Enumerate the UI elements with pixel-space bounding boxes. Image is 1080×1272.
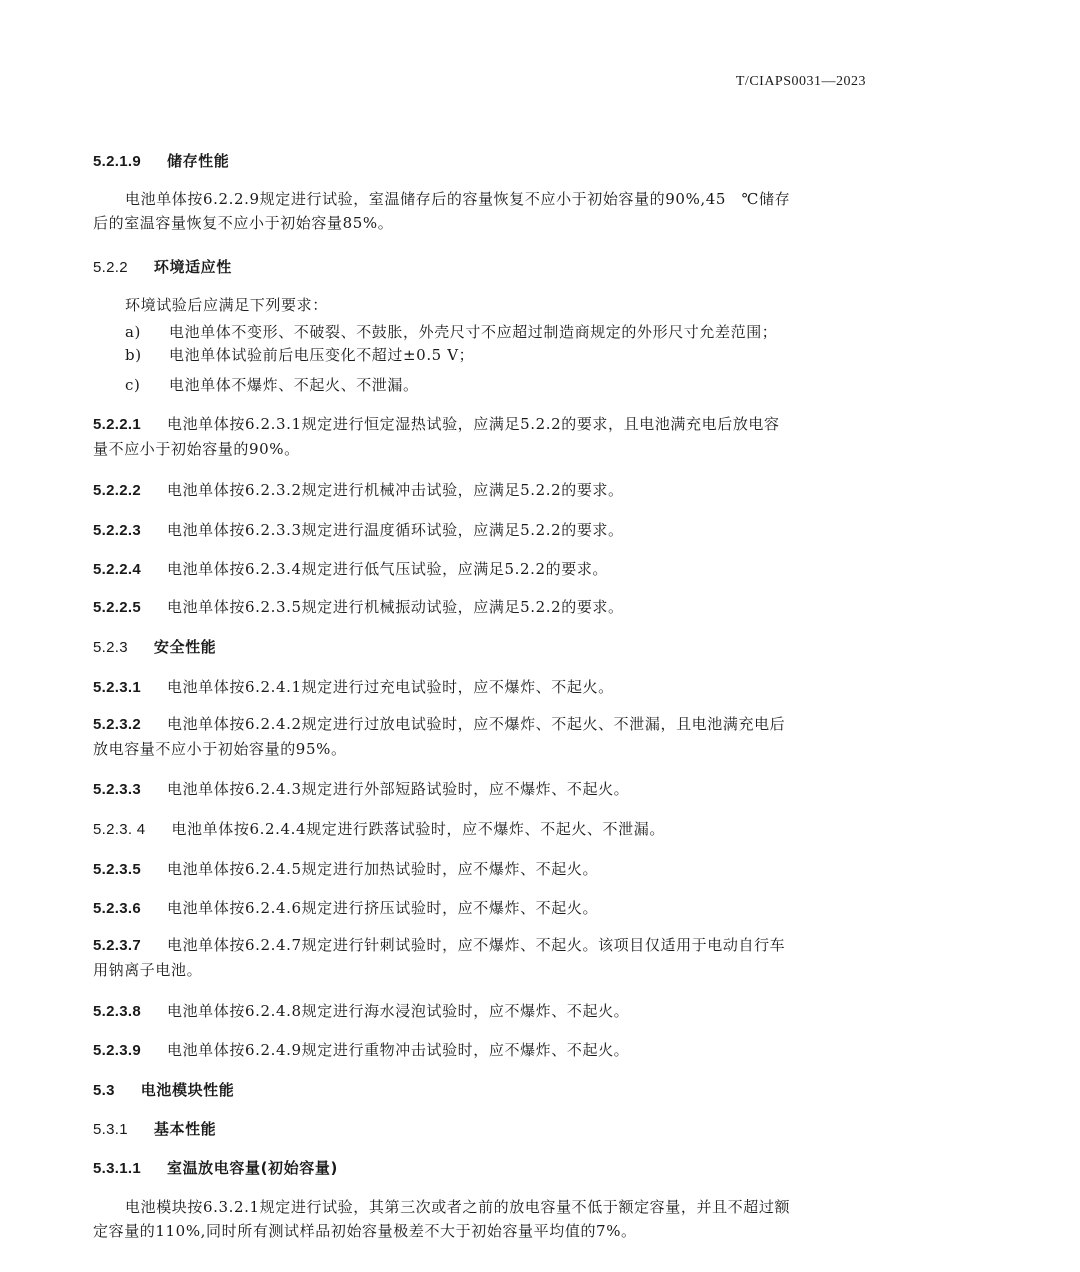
clause-number: 5.2.3.5 [93,861,141,878]
clause-number: 5.2.3.1 [93,679,141,696]
clause-5-2-2-2 [93,478,883,503]
heading-5-2-3 [93,635,883,660]
clause-number: 5.2.3.2 [93,716,141,733]
clause-text: 电池单体按6.2.4.2规定进行过放电试验时，应不爆炸、不起火、不泄漏，且电池满充电后 [166,715,786,733]
paragraph-5-3-1-1-line1: 电池模块按6.3.2.1规定进行试验，其第三次或者之前的放电容量不低于额定容量，并且不超过额 [125,1198,791,1216]
clause-5-2-2-3 [93,518,883,543]
clause-text: 电池单体按6.2.4.3规定进行外部短路试验时，应不爆炸、不起火。 [166,780,630,798]
document-code: T/CIAPS0031—2023 [735,74,866,89]
clause-5-2-2-1-line2: 量不应小于初始容量的90%。 [93,440,300,458]
clause-text: 电池单体按6.2.3.5规定进行机械振动试验，应满足5.2.2的要求。 [166,598,624,616]
clause-title: 基本性能 [153,1120,217,1138]
heading-5-3-1 [93,1117,883,1142]
clause-number: 5.2.2.2 [93,482,141,499]
clause-number: 5.3 [93,1082,115,1099]
clause-number: 5.2.3 [93,639,128,656]
list-label: c) [125,376,141,394]
clause-5-2-3-7-line2: 用钠离子电池。 [93,961,203,979]
list-item-b [93,343,915,368]
clause-text: 电池单体按6.2.4.1规定进行过充电试验时，应不爆炸、不起火。 [166,678,614,696]
clause-number: 5.3.1.1 [93,1160,141,1177]
clause-text: 电池单体按6.2.4.5规定进行加热试验时，应不爆炸、不起火。 [166,860,599,878]
clause-title: 安全性能 [153,638,217,656]
clause-title: 室温放电容量(初始容量) [166,1159,338,1177]
clause-text: 电池单体按6.2.4.7规定进行针刺试验时，应不爆炸、不起火。该项目仅适用于电动自行车 [166,936,786,954]
clause-text: 电池单体按6.2.3.3规定进行温度循环试验，应满足5.2.2的要求。 [166,521,624,539]
clause-5-2-3-3 [93,777,883,802]
clause-5-2-3-8 [93,999,883,1024]
clause-5-2-2-4 [93,557,883,582]
clause-text: 电池单体按6.2.3.4规定进行低气压试验，应满足5.2.2的要求。 [166,560,609,578]
clause-number: 5.2.2 [93,259,128,276]
clause-number: 5.2.2.3 [93,522,141,539]
paragraph-5-2-1-9-line1: 电池单体按6.2.2.9规定进行试验，室温储存后的容量恢复不应小于初始容量的90%,45 ℃储存 [125,190,791,208]
clause-number: 5.2.2.1 [93,416,141,433]
paragraph-5-2-2-intro: 环境试验后应满足下列要求： [125,296,328,314]
heading-5-2-1-9 [93,149,883,174]
clause-5-2-3-2-line2: 放电容量不应小于初始容量的95%。 [93,740,347,758]
list-text: 电池单体不变形、不破裂、不鼓胀，外壳尺寸不应超过制造商规定的外形尺寸允差范围； [169,323,778,341]
clause-text: 电池单体按6.2.4.8规定进行海水浸泡试验时，应不爆炸、不起火。 [166,1002,630,1020]
clause-number: 5.2.2.5 [93,599,141,616]
clause-number: 5.2.1.9 [93,153,141,170]
clause-5-2-2-5 [93,595,883,620]
clause-text: 电池单体按6.2.4.9规定进行重物冲击试验时，应不爆炸、不起火。 [166,1041,630,1059]
list-text: 电池单体不爆炸、不起火、不泄漏。 [169,376,419,394]
clause-title: 环境适应性 [153,258,232,276]
clause-number: 5.2.3.9 [93,1042,141,1059]
heading-5-2-2 [93,255,883,280]
clause-5-2-3-4 [93,817,883,842]
clause-number: 5.2.3.7 [93,937,141,954]
clause-number: 5.2.3.6 [93,900,141,917]
clause-number: 5.3.1 [93,1121,128,1138]
clause-text: 电池单体按6.2.4.6规定进行挤压试验时，应不爆炸、不起火。 [166,899,599,917]
clause-5-2-3-9 [93,1038,883,1063]
clause-5-2-3-1 [93,675,883,700]
heading-5-3 [93,1078,883,1103]
clause-title: 电池模块性能 [140,1081,235,1099]
list-label: b) [125,346,142,364]
clause-5-2-3-2 [93,712,883,737]
list-label: a) [125,323,141,341]
clause-text: 电池单体按6.2.3.2规定进行机械冲击试验，应满足5.2.2的要求。 [166,481,624,499]
clause-number: 5.2.2.4 [93,561,141,578]
list-text: 电池单体试验前后电压变化不超过±0.5 V； [169,346,475,364]
clause-5-2-2-1 [93,412,883,437]
clause-5-2-3-6 [93,896,883,921]
clause-number: 5.2.3.3 [93,781,141,798]
list-item-a [93,320,915,345]
paragraph-5-3-1-1-line2: 定容量的110%,同时所有测试样品初始容量极差不大于初始容量平均值的7%。 [93,1222,637,1240]
clause-5-2-3-5 [93,857,883,882]
clause-text: 电池单体按6.2.3.1规定进行恒定湿热试验，应满足5.2.2的要求，且电池满充电后放电容 [166,415,780,433]
heading-5-3-1-1 [93,1156,883,1181]
list-item-c [93,373,915,398]
paragraph-5-2-1-9-line2: 后的室温容量恢复不应小于初始容量85%。 [93,214,394,232]
clause-5-2-3-7 [93,933,883,958]
clause-number: 5.2.3. 4 [93,821,146,838]
clause-number: 5.2.3.8 [93,1003,141,1020]
clause-title: 储存性能 [166,152,230,170]
clause-text: 电池单体按6.2.4.4规定进行跌落试验时，应不爆炸、不起火、不泄漏。 [171,820,665,838]
